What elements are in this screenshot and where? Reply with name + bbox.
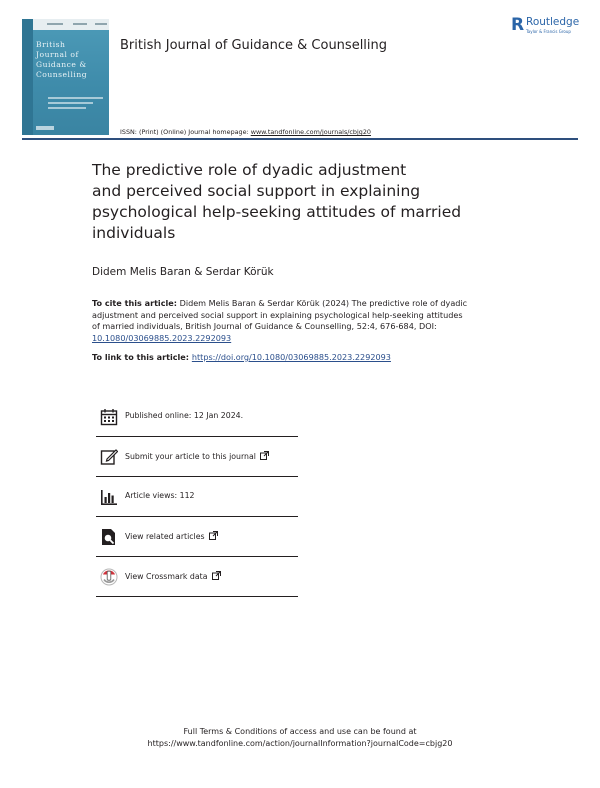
citation-text-2: adjustment and perceived social support in explaining psychological help-seeking attitudes — [92, 309, 463, 320]
article-doi-url[interactable]: https://doi.org/10.1080/03069885.2023.2292093 — [191, 352, 391, 362]
published-online-text: Published online: 12 Jan 2024. — [125, 411, 244, 420]
external-link-icon — [212, 571, 221, 580]
cover-title: British Journal of Guidance & Counselling — [36, 40, 88, 79]
issn-line — [120, 128, 371, 136]
routledge-r-icon: R — [511, 15, 525, 35]
related-search-icon — [100, 528, 118, 546]
citation-label: To cite this article: — [92, 298, 178, 308]
external-link-icon — [260, 451, 269, 460]
publisher-name: Routledge — [526, 16, 580, 28]
cover-publisher-logo — [36, 126, 54, 130]
article-views-text: Article views: 112 — [125, 491, 195, 500]
issn-prefix: ISSN: (Print) (Online) Journal homepage: — [120, 128, 251, 136]
cover-spine-strip — [22, 19, 33, 135]
submit-article-link[interactable]: Submit your article to this journal — [125, 451, 269, 461]
citation-text-1: Didem Melis Baran & Serdar Körük (2024) The predictive role of dyadic — [177, 298, 468, 308]
published-online-row — [96, 396, 298, 437]
related-articles-row[interactable] — [96, 516, 298, 557]
crossmark-icon — [100, 568, 118, 586]
footer-terms-text: Full Terms & Conditions of access and use can be found at — [183, 727, 417, 736]
link-label: To link to this article: — [92, 352, 192, 362]
bar-chart-icon — [100, 488, 118, 506]
citation-block — [92, 298, 512, 344]
link-to-article — [92, 352, 391, 362]
cover-subtitle-lines — [48, 97, 103, 112]
citation-doi-link[interactable]: 10.1080/03069885.2023.2292093 — [92, 332, 232, 343]
journal-homepage-link[interactable]: www.tandfonline.com/journals/cbjg20 — [250, 128, 371, 136]
submit-article-row[interactable] — [96, 436, 298, 477]
external-link-icon — [209, 531, 218, 540]
crossmark-link[interactable]: View Crossmark data — [125, 571, 221, 581]
cover-top-bar — [33, 19, 109, 30]
citation-text-3: of married individuals, British Journal of Guidance & Counselling, 52:4, 676-684, DOI: — [92, 321, 437, 331]
crossmark-row[interactable] — [96, 556, 298, 597]
publisher-tagline: Taylor & Francis Group — [526, 29, 571, 34]
footer-terms-link[interactable]: https://www.tandfonline.com/action/journalInformation?journalCode=cbjg20 — [147, 739, 453, 748]
publisher-logo[interactable] — [511, 16, 586, 36]
article-title: The predictive role of dyadic adjustment and perceived social support in explaining psychological help-seeking attitudes of married individuals — [92, 161, 462, 242]
article-views-row — [96, 476, 298, 517]
footer — [0, 726, 600, 750]
edit-icon — [100, 448, 118, 466]
calendar-icon — [100, 408, 118, 426]
header-divider — [22, 138, 578, 140]
journal-cover-image[interactable] — [22, 19, 109, 135]
article-authors: Didem Melis Baran & Serdar Körük — [92, 266, 274, 278]
related-articles-link[interactable]: View related articles — [125, 531, 218, 541]
journal-title: British Journal of Guidance & Counselling — [120, 38, 388, 53]
